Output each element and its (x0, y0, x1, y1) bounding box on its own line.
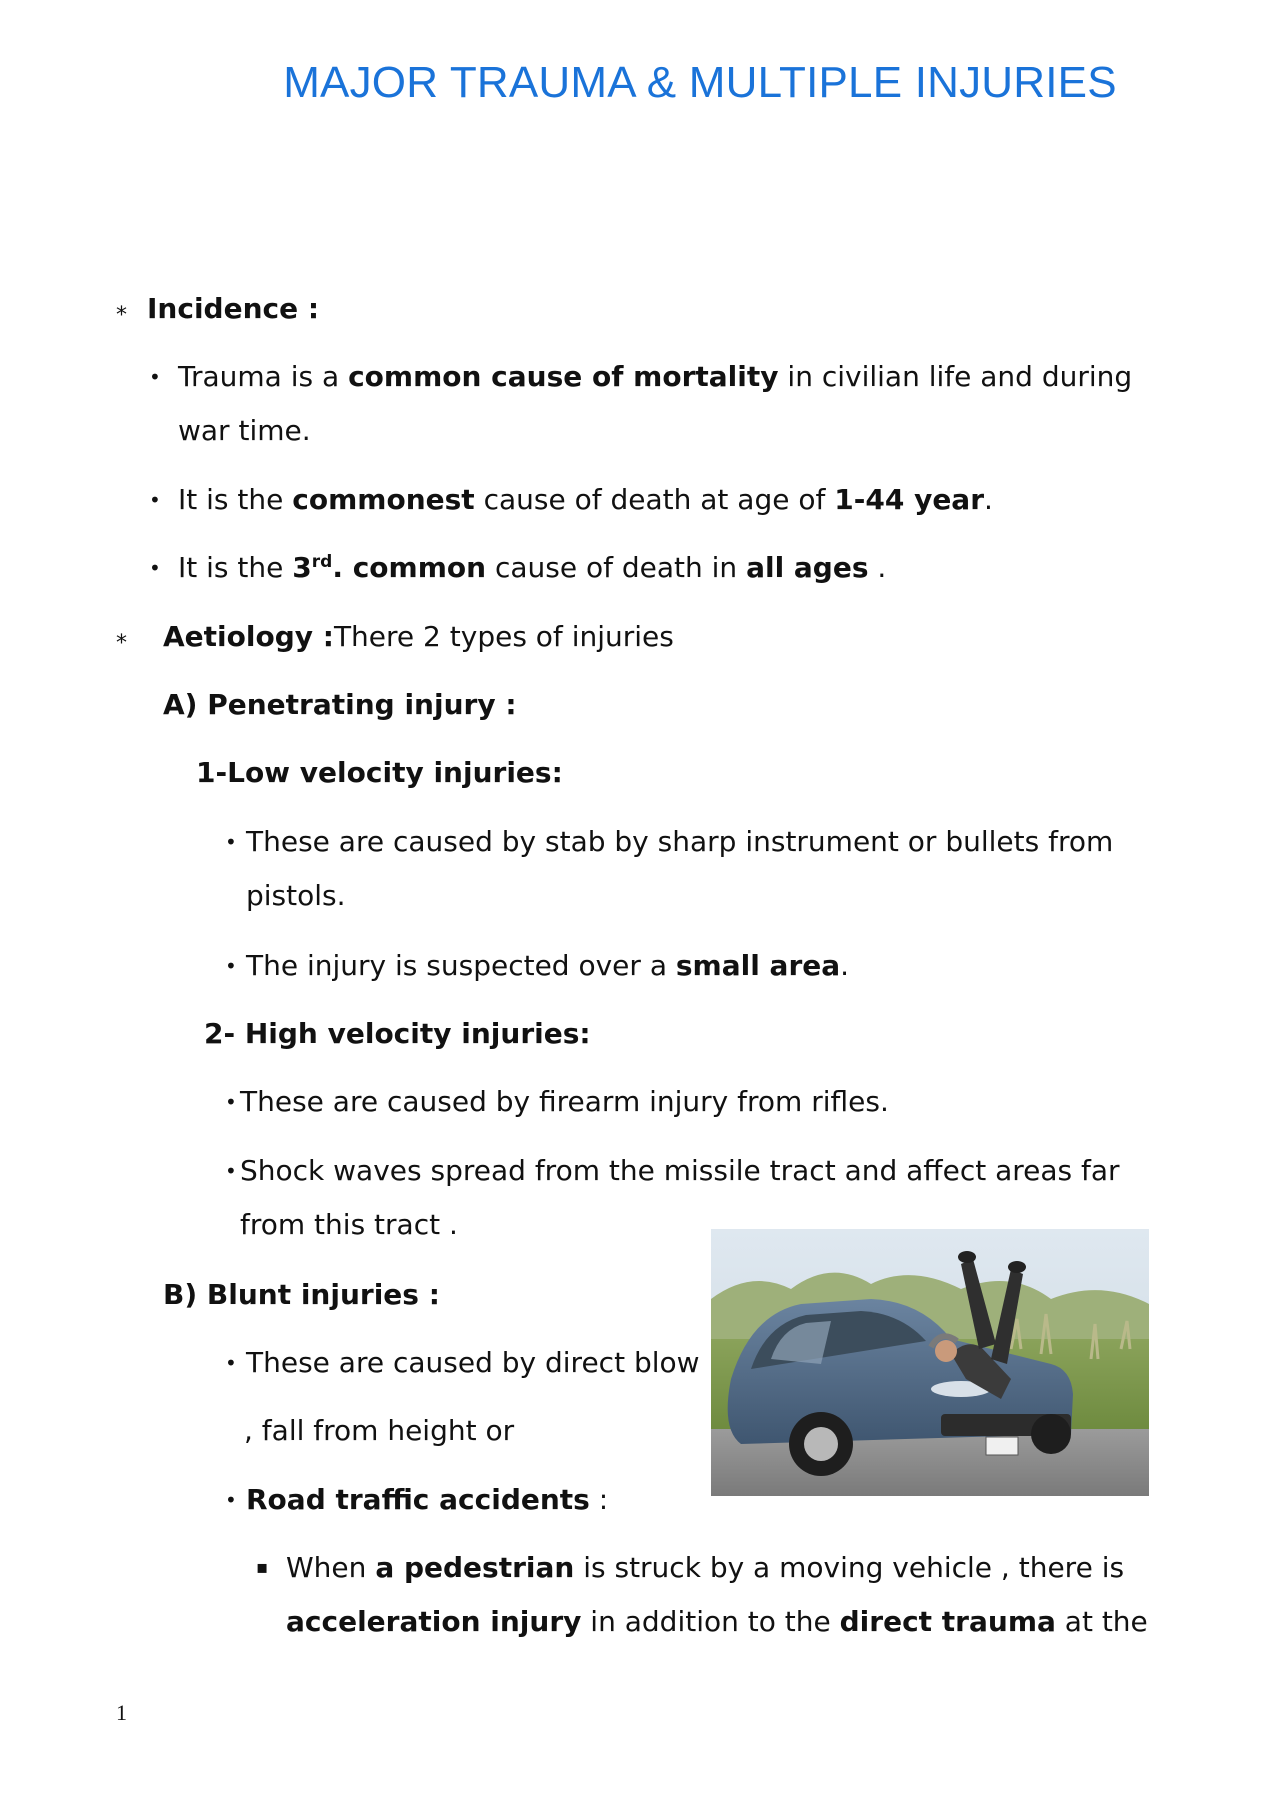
pedestrian-subitem-line-2: acceleration injury in addition to the direct trauma at the (286, 1605, 1148, 1638)
road-traffic-accidents-item: Road traffic accidents : (246, 1483, 609, 1516)
car-accident-photo (711, 1229, 1149, 1496)
blunt-bullet-1-line-1: These are caused by direct blow (246, 1346, 700, 1379)
incidence-bullet-1-line-2: war time. (178, 414, 311, 447)
high-velocity-bullet-1: These are caused by firearm injury from rifles. (240, 1085, 889, 1118)
incidence-bullet-2: It is the commonest cause of death at age of 1-44 year. (178, 483, 993, 516)
bullet-icon: • (225, 1159, 237, 1183)
star-bullet-icon: ⁎ (116, 624, 127, 649)
bullet-icon: • (225, 1090, 237, 1114)
bullet-icon: • (225, 954, 237, 978)
page-number: 1 (116, 1700, 127, 1725)
bullet-icon: • (149, 365, 161, 389)
low-velocity-bullet-1-line-2: pistols. (246, 879, 346, 912)
bullet-icon: • (225, 1488, 237, 1512)
low-velocity-bullet-2: The injury is suspected over a small area. (246, 949, 850, 982)
high-velocity-bullet-2-line-1: Shock waves spread from the missile tract and affect areas far (240, 1154, 1120, 1187)
pedestrian-subitem-line-1: When a pedestrian is struck by a moving vehicle , there is (286, 1551, 1125, 1584)
low-velocity-heading: 1-Low velocity injuries: (196, 756, 563, 789)
bullet-icon: • (149, 556, 161, 580)
bullet-icon: • (225, 1351, 237, 1375)
incidence-bullet-1-line-1: Trauma is a common cause of mortality in civilian life and during (178, 360, 1133, 393)
high-velocity-heading: 2- High velocity injuries: (204, 1017, 591, 1050)
bullet-icon: • (225, 830, 237, 854)
high-velocity-bullet-2-line-2: from this tract . (240, 1208, 458, 1241)
star-bullet-icon: ⁎ (116, 296, 127, 321)
incidence-bullet-3: It is the 3rd. common cause of death in all ages . (178, 551, 887, 584)
aetiology-heading: Aetiology :There 2 types of injuries (163, 620, 674, 653)
blunt-injuries-heading: B) Blunt injuries : (163, 1278, 440, 1311)
penetrating-injury-heading: A) Penetrating injury : (163, 688, 517, 721)
page-title: MAJOR TRAUMA & MULTIPLE INJURIES (283, 58, 1117, 107)
square-bullet-icon: ▪ (256, 1557, 269, 1578)
incidence-heading: Incidence : (147, 292, 320, 325)
blunt-bullet-1-line-2: , fall from height or (244, 1414, 515, 1447)
bullet-icon: • (149, 488, 161, 512)
low-velocity-bullet-1-line-1: These are caused by stab by sharp instrument or bullets from (246, 825, 1114, 858)
